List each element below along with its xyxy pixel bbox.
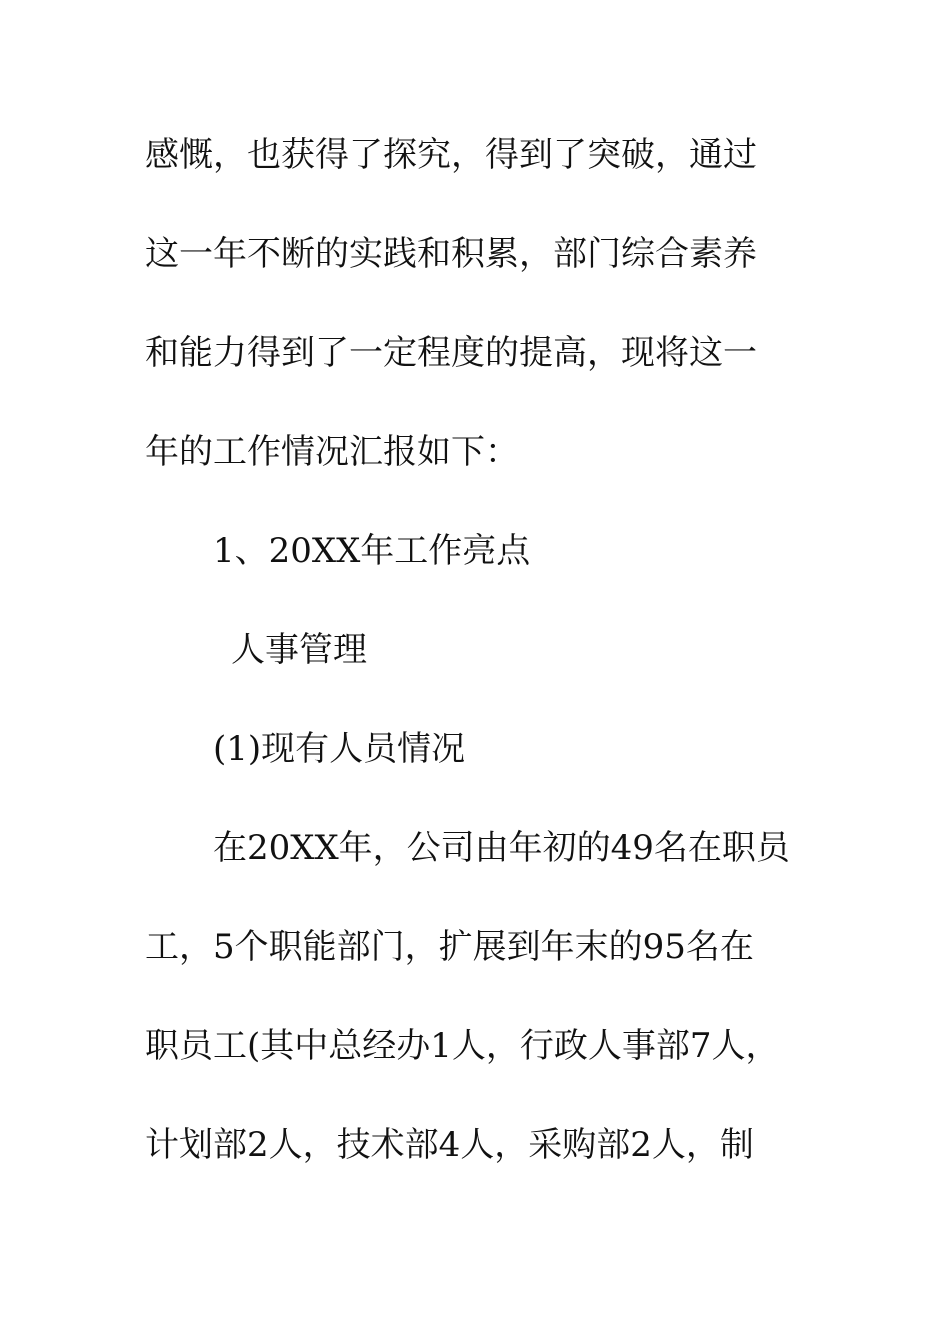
body-text-line-8: 计划部2人，技术部4人，采购部2人，制 (145, 1125, 754, 1165)
body-text-line-2: 这一年不断的实践和积累，部门综合素养 (145, 234, 757, 274)
sub-subsection-heading: (1)现有人员情况 (213, 729, 466, 769)
body-text-line-3: 和能力得到了一定程度的提高，现将这一 (145, 333, 757, 373)
body-text-line-1: 感慨，也获得了探究，得到了突破，通过 (145, 135, 757, 175)
body-text-line-7: 职员工(其中总经办1人，行政人事部7人， (145, 1026, 780, 1066)
section-heading: 1、20XX年工作亮点 (213, 531, 531, 571)
subsection-heading: 人事管理 (231, 630, 367, 670)
body-text-line-4: 年的工作情况汇报如下： (145, 432, 519, 472)
body-text-line-5: 在20XX年，公司由年初的49名在职员 (213, 828, 790, 868)
body-text-line-6: 工，5个职能部门，扩展到年末的95名在 (145, 927, 754, 967)
